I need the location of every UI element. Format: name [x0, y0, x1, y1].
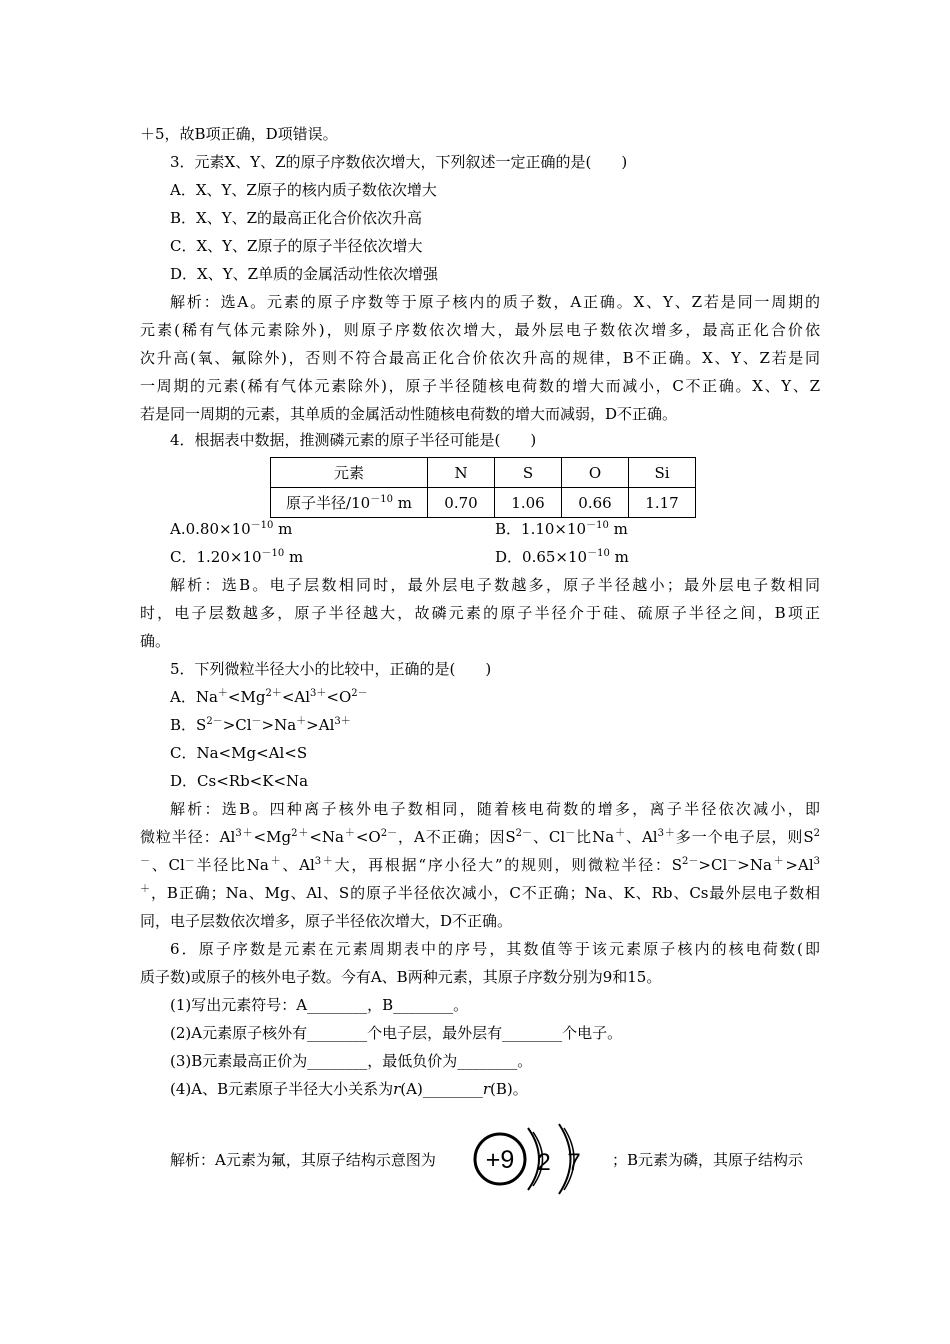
analysis-line: 时，电子层数越多，原子半径越大，故磷元素的原子半径介于硅、硫原子半径之间，B项正: [140, 604, 820, 622]
table-cell: 0.66: [562, 488, 629, 518]
atom-structure-icon: [470, 1120, 590, 1198]
atomic-radius-table: [270, 457, 696, 518]
option-c: C．$1.20\times 10^{-10}$ m: [170, 548, 304, 566]
option-d: D．$0.65\times 10^{-10}$ m: [495, 548, 629, 566]
fluorine-atom-diagram: [470, 1120, 590, 1198]
table-cell: 0.70: [428, 488, 495, 518]
analysis-line: 元素(稀有气体元素除外)，则原子序数依次增大，最外层电子数依次增多，最高正化合价依: [140, 321, 820, 339]
table-cell: 1.17: [629, 488, 696, 518]
analysis-line: 同，电子层数依次增多，原子半径依次增大，D不正确。: [140, 912, 513, 930]
subquestion-1: (1)写出元素符号：A________，B________。: [170, 996, 469, 1014]
analysis-line: 解析：选A。元素的原子序数等于原子核内的质子数，A正确。X、Y、Z若是同一周期的: [170, 293, 820, 311]
analysis-line: －、Cl－半径比Na＋、$Al^{3+}$大，再根据“序小径大”的规则，则微粒半径：$S^{2-}>Cl^->Na^+>Al^3$: [140, 856, 820, 874]
subquestion-2: (2)A元素原子核外有________个电子层，最外层有________个电子。: [170, 1024, 623, 1042]
analysis-line: 次升高(氧、氟除外)，否则不符合最高正化合价依次升高的规律，B不正确。X、Y、Z若是同: [140, 349, 820, 367]
shell-2-electrons: 7: [567, 1149, 581, 1176]
analysis-line: 若是同一周期的元素，其单质的金属活动性随核电荷数的增大而减弱，D不正确。: [140, 405, 678, 423]
nucleus-charge: +9: [485, 1146, 515, 1174]
option-b: B．$1.10\times 10^{-10}$ m: [495, 520, 628, 538]
option-b: B．X、Y、Z的最高正化合价依次升高: [170, 209, 423, 227]
question-3: 3．元素X、Y、Z的原子序数依次增大，下列叙述一定正确的是( ): [170, 153, 628, 171]
analysis-line: 一周期的元素(稀有气体元素除外)，原子半径随核电荷数的增大而减小，C不正确。X、Y、Z: [140, 377, 820, 395]
option-c: C．Na<Mg<Al<S: [170, 744, 308, 762]
shell-1-electrons: 2: [537, 1149, 551, 1176]
table-row: [271, 458, 696, 488]
analysis-line: 解析：选B。四种离子核外电子数相同，随着核电荷数的增多，离子半径依次减小，即: [170, 800, 820, 818]
table-header-cell: Si: [629, 458, 696, 488]
table-header-cell: O: [562, 458, 629, 488]
analysis-line: 解析：选B。电子层数相同时，最外层电子数越多，原子半径越小；最外层电子数相同: [170, 576, 820, 594]
option-d: D．Cs<Rb<K<Na: [170, 772, 309, 790]
option-d: D．X、Y、Z单质的金属活动性依次增强: [170, 265, 439, 283]
option-a: A．$Na^+<Mg^{2+}<Al^{3+}<O^{2-}$: [170, 688, 368, 706]
table-header-cell: 元素: [271, 458, 428, 488]
table-header-cell: S: [495, 458, 562, 488]
option-c: C．X、Y、Z原子的原子半径依次增大: [170, 237, 423, 255]
table-row: [271, 488, 696, 518]
analysis-line: 解析：A元素为氟，其原子结构示意图为: [170, 1151, 436, 1169]
table-cell: 1.06: [495, 488, 562, 518]
question-6: 6．原子序数是元素在元素周期表中的序号，其数值等于该元素原子核内的核电荷数(即: [170, 940, 820, 958]
question-4: 4．根据表中数据，推测磷元素的原子半径可能是( ): [170, 431, 537, 449]
analysis-line: 确。: [140, 632, 171, 650]
question-5: 5．下列微粒半径大小的比较中，正确的是( ): [170, 660, 492, 678]
text-line: ＋5，故B项正确，D项错误。: [140, 125, 338, 143]
analysis-line: 微粒半径：$Al^{3+}<Mg^{2+}<Na^+<O^{2-}$，A不正确；因$S^{2-}$、Cl－比Na＋、$Al^{3+}$多一个电子层，则$S^2$: [140, 828, 820, 846]
subquestion-3: (3)B元素最高正价为________，最低负价为________。: [170, 1052, 533, 1070]
table-row-label: 原子半径$/10^{-10}$ m: [271, 488, 428, 518]
table-header-cell: N: [428, 458, 495, 488]
analysis-line: ＋，B正确；Na、Mg、Al、S的原子半径依次减小，C不正确；Na、K、Rb、Cs最外层电子数相: [140, 884, 820, 902]
option-b: B．$S^{2-}>Cl^->Na^+>Al^{3+}$: [170, 716, 351, 734]
analysis-line: ；B元素为磷，其原子结构示: [612, 1151, 804, 1169]
subquestion-4: (4)A、B元素原子半径大小关系为r(A)________r(B)。: [170, 1080, 528, 1098]
question-6-cont: 质子数)或原子的核外电子数。今有A、B两种元素，其原子序数分别为9和15。: [140, 968, 662, 986]
option-a: $A.0.80\times 10^{-10}$ m: [170, 520, 293, 538]
option-a: A．X、Y、Z原子的核内质子数依次增大: [170, 181, 437, 199]
